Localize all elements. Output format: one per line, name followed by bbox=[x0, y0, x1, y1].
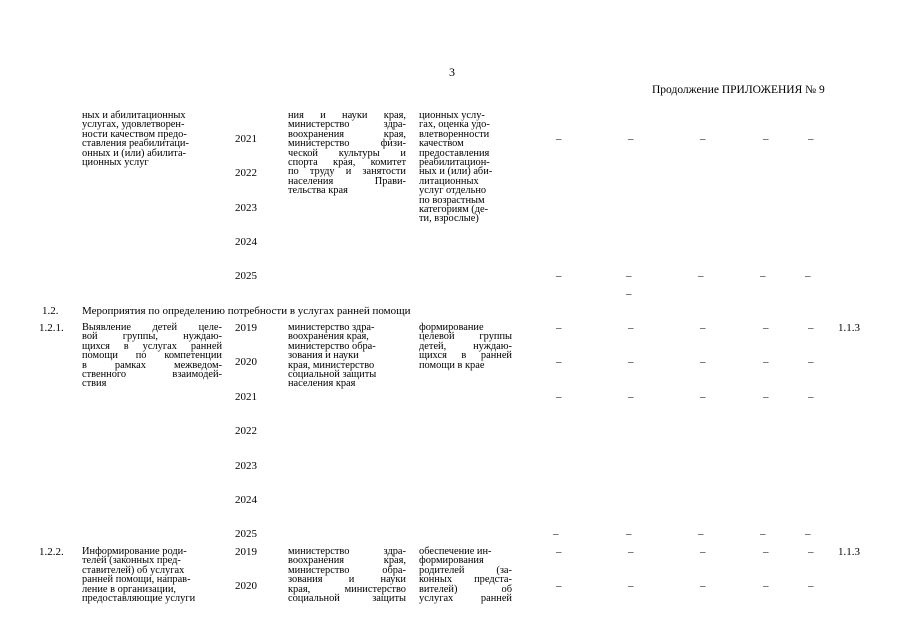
text-line: онных и (или) абилита- bbox=[82, 147, 187, 159]
section-number: 1.2. bbox=[42, 305, 59, 317]
year-cell: 2022 bbox=[235, 167, 257, 179]
text-line: ционных услу- bbox=[419, 110, 485, 121]
dash-cell: – bbox=[698, 528, 704, 540]
dash-cell: – bbox=[808, 546, 814, 558]
text-line: Информирование роди- bbox=[82, 546, 187, 557]
text-line: ных и абилитационных bbox=[82, 110, 186, 121]
indicator-code: 1.1.3 bbox=[838, 546, 860, 558]
year-cell: 2020 bbox=[235, 356, 257, 368]
text-line: ление в организации, bbox=[82, 583, 177, 595]
text-line: по возрастным bbox=[419, 194, 485, 206]
text-line: услуг отдельно bbox=[419, 185, 487, 197]
text-line: ставителей) об услугах bbox=[82, 564, 185, 576]
dash-cell: – bbox=[763, 356, 769, 368]
dash-cell: – bbox=[805, 528, 811, 540]
text-line: министерство здра- bbox=[288, 119, 406, 131]
text-line: спорта края, комитет bbox=[288, 157, 406, 169]
row-continued-result bbox=[419, 111, 492, 224]
text-line: щихся в услугах ранней bbox=[82, 340, 222, 352]
dash-cell: – bbox=[553, 528, 559, 540]
text-line: ческой культуры и bbox=[288, 147, 406, 159]
text-line: в рамках межведом- bbox=[82, 359, 222, 371]
dash-cell: – bbox=[700, 546, 706, 558]
text-line: помощи в крае bbox=[419, 359, 485, 371]
dash-cell: – bbox=[760, 528, 766, 540]
text-line: родителей (за- bbox=[419, 564, 512, 576]
text-line: воохранения края, bbox=[288, 331, 369, 343]
row-1-2-1-result bbox=[419, 323, 512, 370]
text-line: предоставляющие услуги bbox=[82, 593, 196, 605]
text-line: зования и науки bbox=[288, 350, 359, 362]
text-line: Выявление детей целе- bbox=[82, 322, 222, 333]
dash-cell: – bbox=[808, 391, 814, 403]
text-line: ствия bbox=[82, 378, 107, 390]
dash-cell: – bbox=[628, 356, 634, 368]
dash-cell: – bbox=[700, 580, 706, 592]
row-1-2-2-executors bbox=[288, 547, 406, 603]
dash-cell: – bbox=[763, 133, 769, 145]
text-line: предоставления bbox=[419, 147, 490, 159]
text-line: министерство здра- bbox=[288, 322, 375, 333]
dash-cell: – bbox=[556, 580, 562, 592]
text-line: формирования bbox=[419, 555, 484, 567]
dash-cell: – bbox=[556, 133, 562, 145]
year-cell: 2020 bbox=[235, 580, 257, 592]
row-continued-description bbox=[82, 111, 189, 167]
dash-cell: – bbox=[626, 288, 632, 300]
indicator-code: 1.1.3 bbox=[838, 322, 860, 334]
dash-cell: – bbox=[556, 270, 562, 282]
row-1-2-2-description bbox=[82, 547, 195, 603]
dash-cell: – bbox=[628, 322, 634, 334]
text-line: социальной защиты bbox=[288, 593, 406, 605]
text-line: министерство обра- bbox=[288, 564, 406, 576]
year-cell: 2023 bbox=[235, 202, 257, 214]
text-line: целевой группы bbox=[419, 331, 512, 343]
year-cell: 2024 bbox=[235, 494, 257, 506]
text-line: детей, нуждаю- bbox=[419, 340, 512, 352]
dash-cell: – bbox=[700, 356, 706, 368]
row-continued-executors bbox=[288, 111, 406, 196]
text-line: ранней помощи, направ- bbox=[82, 574, 191, 586]
dash-cell: – bbox=[626, 528, 632, 540]
row-1-2-1-executors bbox=[288, 323, 376, 389]
text-line: по труду и занятости bbox=[288, 166, 406, 178]
year-cell: 2025 bbox=[235, 270, 257, 282]
dash-cell: – bbox=[626, 270, 632, 282]
text-line: министерство здра- bbox=[288, 546, 406, 557]
dash-cell: – bbox=[628, 580, 634, 592]
text-line: ственного взаимодей- bbox=[82, 369, 222, 381]
text-line: реабилитацион- bbox=[419, 157, 490, 169]
year-cell: 2024 bbox=[235, 236, 257, 248]
dash-cell: – bbox=[700, 133, 706, 145]
dash-cell: – bbox=[808, 580, 814, 592]
dash-cell: – bbox=[700, 322, 706, 334]
text-line: щихся в ранней bbox=[419, 350, 512, 362]
dash-cell: – bbox=[628, 546, 634, 558]
row-number: 1.2.1. bbox=[39, 322, 64, 334]
text-line: формирование bbox=[419, 322, 484, 333]
dash-cell: – bbox=[556, 391, 562, 403]
text-line: социальной защиты bbox=[288, 369, 377, 381]
text-line: услугах ранней bbox=[419, 593, 512, 605]
text-line: министерство обра- bbox=[288, 340, 376, 352]
text-line: края, министерство bbox=[288, 583, 406, 595]
text-line: зования и науки bbox=[288, 574, 406, 586]
text-line: литационных bbox=[419, 175, 479, 187]
row-1-2-1-description bbox=[82, 323, 222, 389]
text-line: министерство физи- bbox=[288, 138, 406, 150]
text-line: тельства края bbox=[288, 185, 348, 197]
page-number: 3 bbox=[449, 65, 455, 79]
text-line: услугах, удовлетворен- bbox=[82, 119, 185, 131]
text-line: ционных услуг bbox=[82, 157, 149, 169]
text-line: обеспечение ин- bbox=[419, 546, 492, 557]
text-line: влетворенности bbox=[419, 128, 490, 140]
text-line: ния и науки края, bbox=[288, 110, 406, 121]
text-line: ставления реабилитаци- bbox=[82, 138, 189, 150]
text-line: населения края bbox=[288, 378, 356, 390]
dash-cell: – bbox=[763, 580, 769, 592]
dash-cell: – bbox=[700, 391, 706, 403]
text-line: вой группы, нуждаю- bbox=[82, 331, 222, 343]
dash-cell: – bbox=[808, 133, 814, 145]
year-cell: 2019 bbox=[235, 546, 257, 558]
dash-cell: – bbox=[808, 322, 814, 334]
text-line: воохранения края, bbox=[288, 128, 406, 140]
year-cell: 2023 bbox=[235, 460, 257, 472]
text-line: качеством bbox=[419, 138, 464, 150]
dash-cell: – bbox=[760, 270, 766, 282]
dash-cell: – bbox=[808, 356, 814, 368]
text-line: конных предста- bbox=[419, 574, 512, 586]
text-line: ти, взрослые) bbox=[419, 213, 479, 225]
text-line: ности качеством предо- bbox=[82, 128, 187, 140]
dash-cell: – bbox=[763, 546, 769, 558]
text-line: воохранения края, bbox=[288, 555, 406, 567]
dash-cell: – bbox=[628, 133, 634, 145]
year-cell: 2021 bbox=[235, 133, 257, 145]
dash-cell: – bbox=[556, 356, 562, 368]
year-cell: 2019 bbox=[235, 322, 257, 334]
text-line: населения Прави- bbox=[288, 175, 406, 187]
text-line: помощи по компетенции bbox=[82, 350, 222, 362]
text-line: вителей) об bbox=[419, 583, 512, 595]
appendix-header: Продолжение ПРИЛОЖЕНИЯ № 9 bbox=[652, 84, 825, 96]
text-line: гах, оценка удо- bbox=[419, 119, 490, 131]
text-line: ных и (или) аби- bbox=[419, 166, 493, 178]
row-number: 1.2.2. bbox=[39, 546, 64, 558]
dash-cell: – bbox=[763, 322, 769, 334]
dash-cell: – bbox=[698, 270, 704, 282]
year-cell: 2025 bbox=[235, 528, 257, 540]
year-cell: 2021 bbox=[235, 391, 257, 403]
year-cell: 2022 bbox=[235, 425, 257, 437]
dash-cell: – bbox=[556, 546, 562, 558]
text-line: категориям (де- bbox=[419, 204, 489, 216]
dash-cell: – bbox=[556, 322, 562, 334]
row-1-2-2-result bbox=[419, 547, 512, 603]
section-title: Мероприятия по определению потребности в услугах ранней помощи bbox=[82, 305, 411, 317]
dash-cell: – bbox=[805, 270, 811, 282]
text-line: телей (законных пред- bbox=[82, 555, 181, 567]
dash-cell: – bbox=[763, 391, 769, 403]
dash-cell: – bbox=[628, 391, 634, 403]
text-line: края, министерство bbox=[288, 359, 375, 371]
